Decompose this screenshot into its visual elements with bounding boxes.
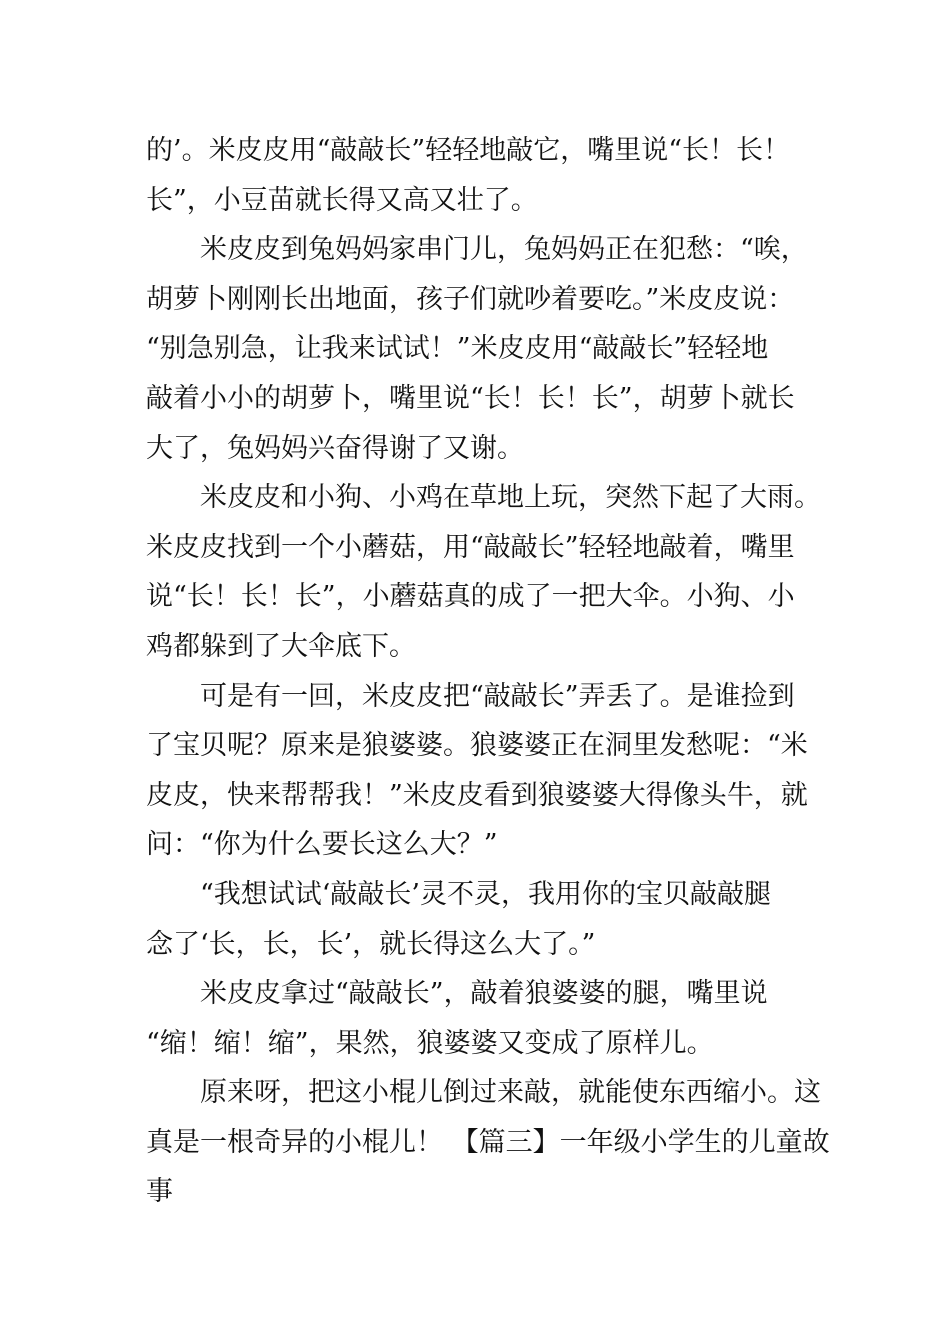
text-line: 米皮皮找到一个小蘑菇，用“敲敲长”轻轻地敲着，嘴里 — [146, 531, 795, 563]
text-line: 米皮皮到兔妈妈家串门儿，兔妈妈正在犯愁：“唉， — [200, 234, 808, 266]
text-line: 鸡都躲到了大伞底下。 — [146, 630, 416, 662]
story-text — [146, 126, 830, 1217]
text-line: 问：“你为什么要长这么大？” — [146, 829, 498, 861]
text-line: 胡萝卜刚刚长出地面，孩子们就吵着要吃。”米皮皮说： — [146, 283, 795, 315]
text-line: “缩！缩！缩”，果然，狼婆婆又变成了原样儿。 — [146, 1027, 714, 1059]
text-line: 事 — [146, 1176, 173, 1208]
text-line: “别急别急，让我来试试！”米皮皮用“敲敲长”轻轻地 — [146, 333, 769, 365]
text-line: 原来呀，把这小棍儿倒过来敲，就能使东西缩小。这 — [200, 1077, 821, 1109]
text-line: 敲着小小的胡萝卜，嘴里说“长！长！长”，胡萝卜就长 — [146, 382, 795, 414]
text-line: 了宝贝呢？原来是狼婆婆。狼婆婆正在洞里发愁呢：“米 — [146, 730, 808, 762]
text-line: 的’。米皮皮用“敲敲长”轻轻地敲它，嘴里说“长！长！ — [146, 135, 790, 166]
text-line: 念了‘长，长，长’，就长得这么大了。” — [146, 928, 596, 960]
text-line: 皮皮，快来帮帮我！”米皮皮看到狼婆婆大得像头牛，就 — [146, 779, 808, 811]
text-line: 长”，小豆苗就长得又高又壮了。 — [146, 184, 538, 216]
text-line: “我想试试‘敲敲长’灵不灵，我用你的宝贝敲敲腿 — [200, 878, 771, 910]
text-line: 真是一根奇异的小棍儿！ 【篇三】一年级小学生的儿童故 — [146, 1126, 830, 1158]
text-line: 说“长！长！长”，小蘑菇真的成了一把大伞。小狗、小 — [146, 581, 795, 613]
text-line: 米皮皮拿过“敲敲长”，敲着狼婆婆的腿，嘴里说 — [200, 978, 768, 1010]
text-line: 大了，兔妈妈兴奋得谢了又谢。 — [146, 432, 524, 464]
text-line: 米皮皮和小狗、小鸡在草地上玩，突然下起了大雨。 — [200, 482, 821, 514]
text-line: 可是有一回，米皮皮把“敲敲长”弄丢了。是谁捡到 — [200, 680, 795, 712]
